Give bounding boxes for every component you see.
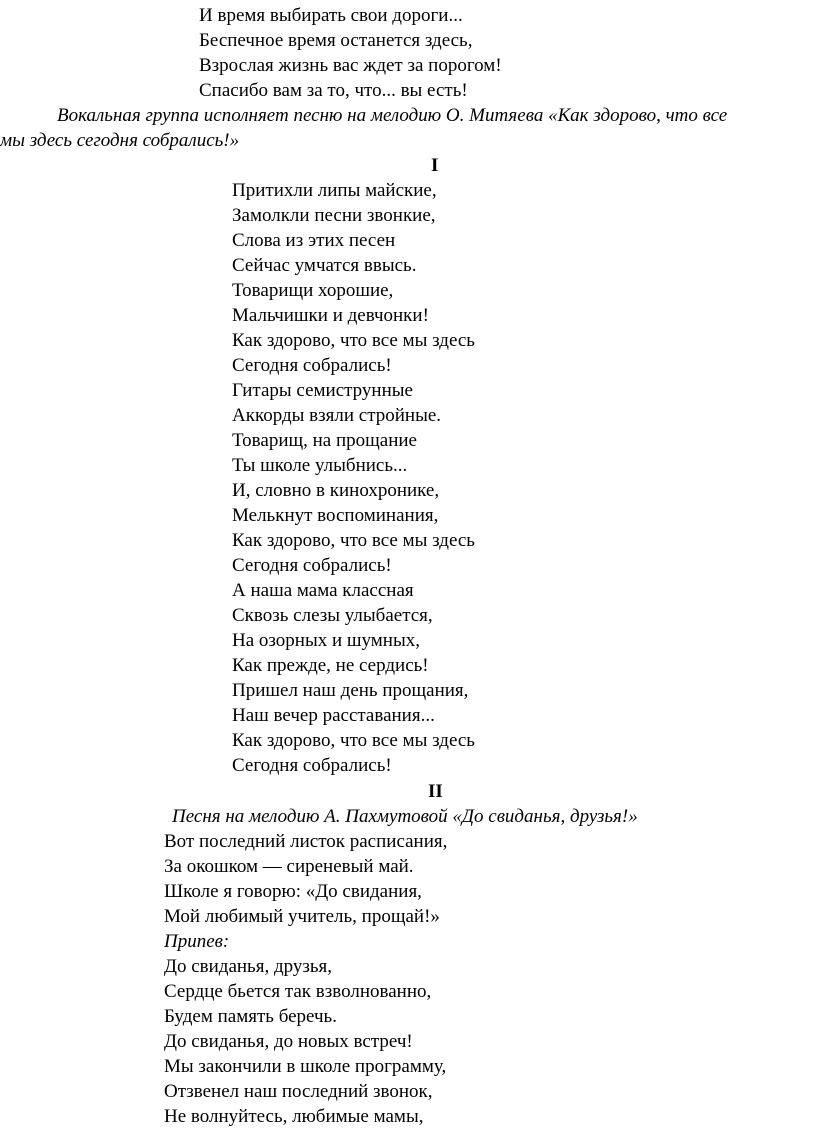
lyric-line: Сквозь слезы улыбается, [232,605,433,626]
lyric-line: На озорных и шумных, [232,630,420,651]
lyric-line: Мой любимый учитель, прощай!» [164,906,440,927]
section-1-numeral: I [431,155,439,176]
lyric-line: Товарищ, на прощание [232,430,417,451]
lyric-line: Будем память беречь. [164,1006,337,1027]
lyric-line: Пришел наш день прощания, [232,680,469,701]
lyric-line: Мальчишки и девчонки! [232,305,429,326]
lyric-line: Отзвенел наш последний звонок, [164,1081,433,1102]
lyric-line: Сейчас умчатся ввысь. [232,255,417,276]
lyric-line: Наш вечер расставания... [232,705,435,726]
lyric-line: Ты школе улыбнись... [232,455,408,476]
chorus-label: Припев: [164,931,230,952]
lyric-line: Гитары семиструнные [232,380,413,401]
lyric-line: Как здорово, что все мы здесь [232,330,475,351]
lyric-line: Сегодня собрались! [232,755,392,776]
lyric-line: А наша мама классная [232,580,414,601]
lyric-line: Как прежде, не сердись! [232,655,429,676]
lyric-line: До свиданья, до новых встреч! [164,1031,413,1052]
lyric-line: Мелькнут воспоминания, [232,505,439,526]
section-2-stage-direction: Песня на мелодию А. Пахмутовой «До свиданья, друзья!» [172,806,638,827]
lyric-line: Притихли липы майские, [232,180,437,201]
lyric-line: Аккорды взяли стройные. [232,405,442,426]
intro-line: Спасибо вам за то, что... вы есть! [199,80,468,101]
lyric-line: Школе я говорю: «До свидания, [164,881,422,902]
lyric-line: Сегодня собрались! [232,355,392,376]
intro-stanza [199,3,502,103]
stage-direction-line-1: Вокальная группа исполняет песню на мелодию О. Митяева «Как здорово, что все [57,105,728,126]
intro-line: Беспечное время останется здесь, [199,30,473,51]
intro-line: Взрослая жизнь вас ждет за порогом! [199,55,502,76]
lyric-line: Вот последний листок расписания, [164,831,448,852]
lyric-line: Мы закончили в школе программу, [164,1056,447,1077]
lyric-line: Как здорово, что все мы здесь [232,730,475,751]
lyric-line: За окошком — сиреневый май. [164,856,414,877]
section-1-lyrics [232,178,475,778]
lyric-line: До свиданья, друзья, [164,956,333,977]
lyric-line: Как здорово, что все мы здесь [232,530,475,551]
lyric-line: Слова из этих песен [232,230,396,251]
lyric-line: И, словно в кинохронике, [232,480,440,501]
lyric-line: Сердце бьется так взволнованно, [164,981,432,1002]
stage-direction-line-2: мы здесь сегодня собрались!» [0,130,240,151]
section-2-numeral: II [428,781,443,802]
intro-line: И время выбирать свои дороги... [199,5,463,26]
lyric-line: Не волнуйтесь, любимые мамы, [164,1106,424,1127]
lyric-line: Замолкли песни звонкие, [232,205,436,226]
lyric-line: Сегодня собрались! [232,555,392,576]
section-2-lyrics [164,829,447,1129]
lyric-line: Товарищи хорошие, [232,280,394,301]
